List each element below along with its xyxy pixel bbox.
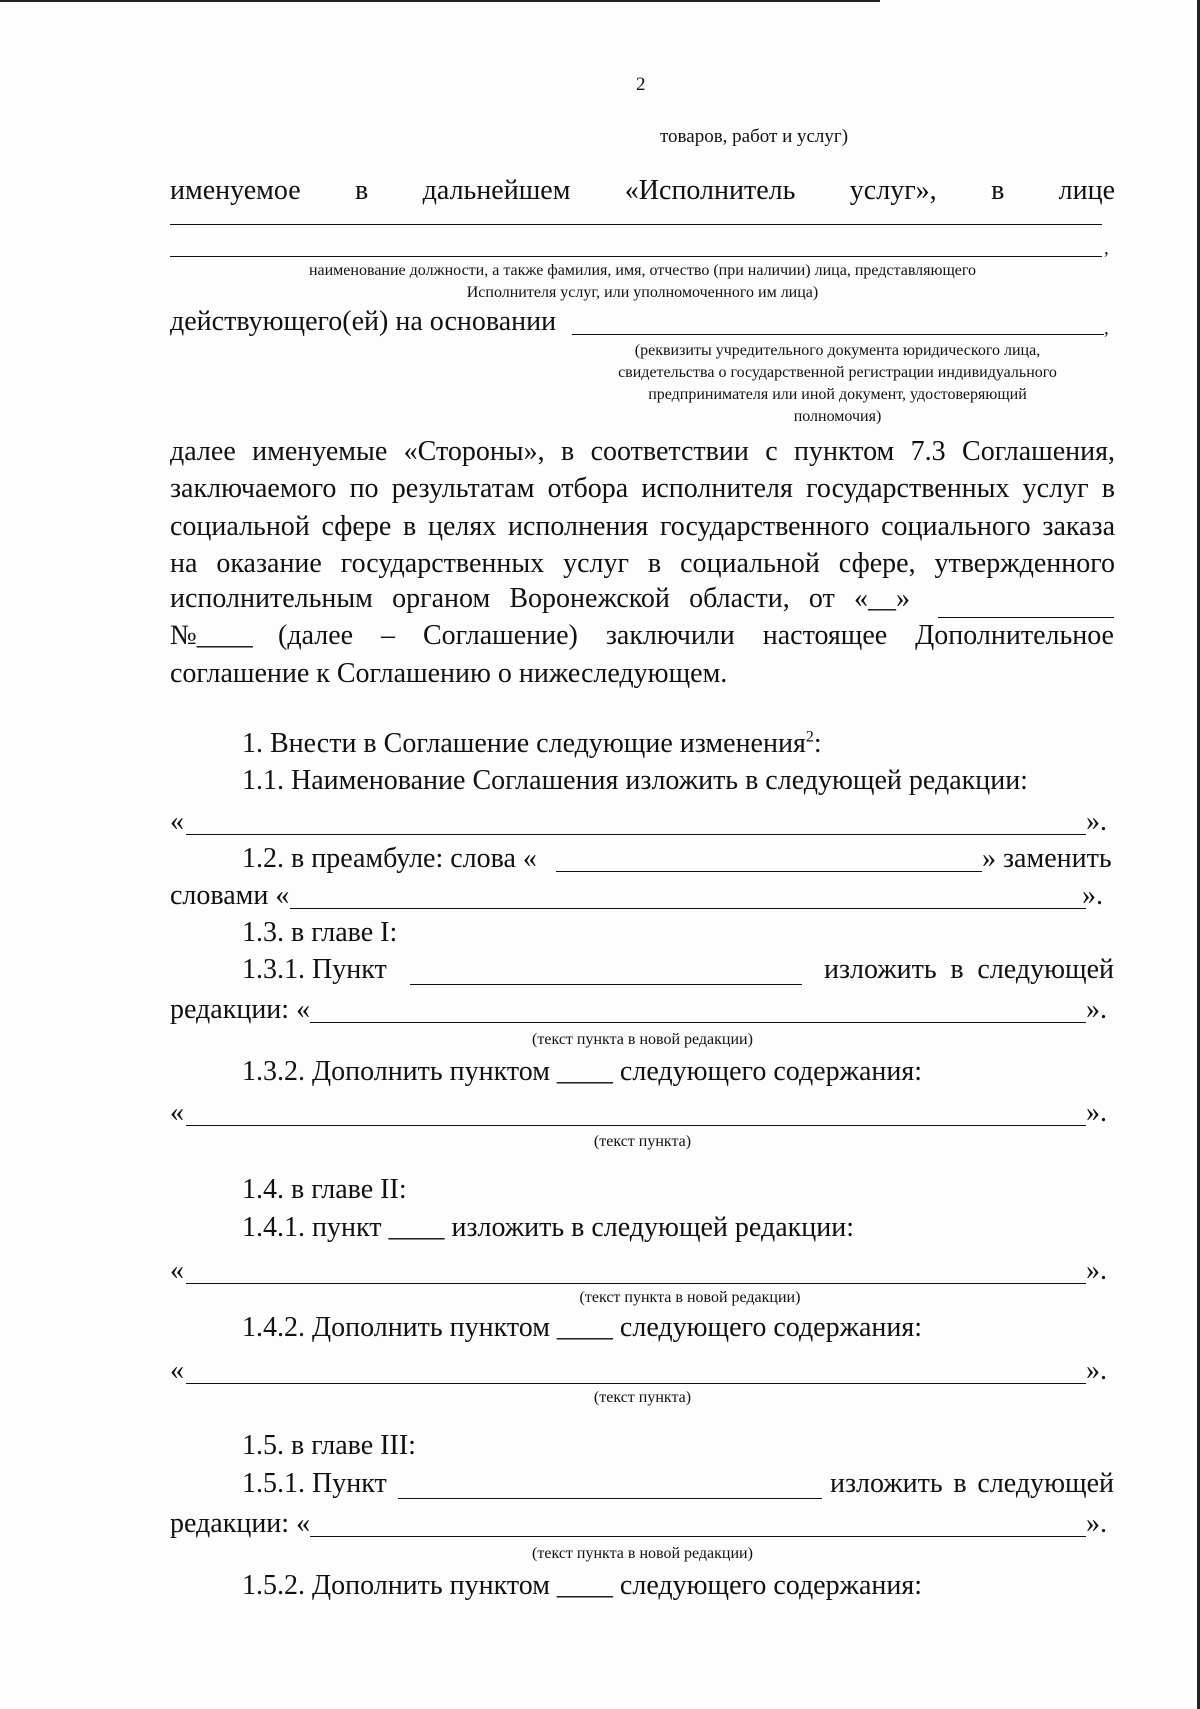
caption-new-redaction: (текст пункта в новой редакции) <box>579 1289 801 1306</box>
caption-document-2: свидетельства о государственной регистрации индивидуального <box>618 364 1057 381</box>
blank-line <box>572 334 1104 335</box>
paragraph-number-blank: №____ <box>170 620 253 651</box>
blank-line <box>186 834 1086 835</box>
paragraph-line-5: исполнительным органом Воронежской области, от «__» <box>170 583 910 614</box>
blank-line <box>310 1022 1086 1023</box>
comma: , <box>1104 318 1109 339</box>
item-1-5-2: 1.5.2. Дополнить пунктом ____ следующего содержания: <box>242 1570 923 1601</box>
blank-line <box>556 871 982 872</box>
close-quote: ». <box>1086 994 1107 1025</box>
caption-document-1: (реквизиты учредительного документа юридического лица, <box>634 342 1041 359</box>
item-1-2: 1.2. в преамбуле: слова « <box>242 843 537 874</box>
redaction-label: редакции: « <box>170 994 311 1025</box>
item-1-1: 1.1. Наименование Соглашения изложить в следующей редакции: <box>242 765 1028 796</box>
close-quote: ». <box>1086 806 1107 837</box>
page-number: 2 <box>636 74 646 95</box>
close-quote: ». <box>1082 880 1103 911</box>
comma: , <box>1104 238 1109 259</box>
caption-new-redaction: (текст пункта в новой редакции) <box>532 1031 753 1048</box>
caption-document-4: полномочия) <box>793 408 882 425</box>
item-1-3-1-rest: изложить в следующей <box>824 954 1114 985</box>
blank-line <box>398 1498 822 1499</box>
paragraph-line-4: на оказание государственных услуг в социальной сфере, утвержденного <box>170 548 1115 579</box>
blank-line <box>170 256 1102 257</box>
blank-line <box>410 984 802 985</box>
item-1-4-2: 1.4.2. Дополнить пунктом ____ следующего содержания: <box>242 1312 923 1343</box>
paragraph-line-7: соглашение к Соглашению о нижеследующем. <box>170 658 728 689</box>
item-1-5-1-rest: изложить в следующей <box>830 1468 1114 1499</box>
item-1-3-2: 1.3.2. Дополнить пунктом ____ следующего содержания: <box>242 1056 923 1087</box>
close-quote: ». <box>1086 1508 1107 1539</box>
paragraph-line-3: социальной сфере в целях исполнения государственного социального заказа <box>170 511 1115 542</box>
scan-edge-top <box>0 0 880 2</box>
caption-item-text: (текст пункта) <box>593 1389 692 1406</box>
item-1-2-words: словами « <box>170 880 290 911</box>
blank-line <box>186 1125 1086 1126</box>
paragraph-line-1: далее именуемые «Стороны», в соответствии с пунктом 7.3 Соглашения, <box>170 436 1115 467</box>
blank-line <box>186 1283 1086 1284</box>
acting-basis-label: действующего(ей) на основании <box>170 306 557 337</box>
named-line: именуемое в дальнейшем «Исполнитель услуг», в лице <box>170 175 1116 206</box>
item-1-3: 1.3. в главе I: <box>242 917 398 948</box>
redaction-label: редакции: « <box>170 1508 311 1539</box>
blank-line <box>290 908 1086 909</box>
item-1-2-replace: » заменить <box>982 843 1112 874</box>
open-quote: « <box>170 1355 184 1386</box>
blank-line <box>170 224 1102 225</box>
item-1-5: 1.5. в главе III: <box>242 1430 416 1461</box>
blank-line <box>938 617 1114 618</box>
caption-document-3: предпринимателя или иной документ, удостоверяющий <box>648 386 1027 403</box>
open-quote: « <box>170 806 184 837</box>
item-1-4: 1.4. в главе II: <box>242 1174 407 1205</box>
caption-representative-1: наименование должности, а также фамилия, имя, отчество (при наличии) лица, представляющего <box>308 262 977 279</box>
item-1-4-1: 1.4.1. пункт ____ изложить в следующей редакции: <box>242 1212 854 1243</box>
blank-line <box>310 1536 1086 1537</box>
item-1: 1. Внести в Соглашение следующие изменения$^2$: <box>242 728 822 759</box>
blank-line <box>186 1383 1086 1384</box>
caption-new-redaction: (текст пункта в новой редакции) <box>532 1545 753 1562</box>
paragraph-line-6: (далее – Соглашение) заключили настоящее Дополнительное <box>278 620 1114 651</box>
close-quote: ». <box>1086 1255 1107 1286</box>
close-quote: ». <box>1086 1097 1107 1128</box>
close-quote: ». <box>1086 1355 1107 1386</box>
header-continuation-caption: товаров, работ и услуг) <box>660 126 849 147</box>
open-quote: « <box>170 1255 184 1286</box>
item-1-3-1: 1.3.1. Пункт <box>242 954 387 985</box>
item-1-5-1: 1.5.1. Пункт <box>242 1468 387 1499</box>
open-quote: « <box>170 1097 184 1128</box>
paragraph-line-2: заключаемого по результатам отбора исполнителя государственных услуг в <box>170 473 1115 504</box>
caption-item-text: (текст пункта) <box>593 1133 692 1150</box>
caption-representative-2: Исполнителя услуг, или уполномоченного им лица) <box>466 284 819 301</box>
